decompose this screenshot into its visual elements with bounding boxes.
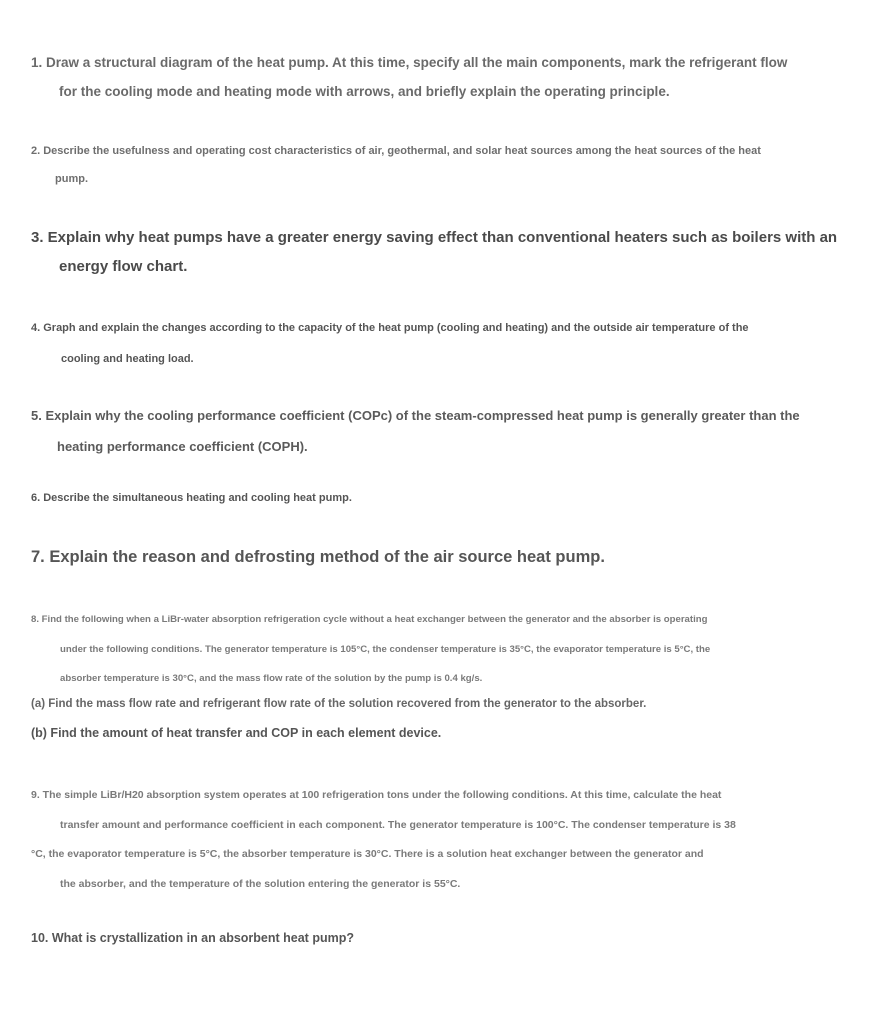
question-9-line-3: °C, the evaporator temperature is 5°C, the absorber temperature is 30°C. There is a solution heat exchanger between the generator and [31,848,704,860]
question-7 [31,545,830,569]
question-5-line-1: 5. Explain why the cooling performance coefficient (COPc) of the steam-compressed heat pump is generally greater than the [31,408,800,423]
question-8 [31,605,830,694]
question-8-line-2: under the following conditions. The generator temperature is 105°C, the condenser temperature is 35°C, the evaporator temperature is 5°C, the [60,643,711,655]
question-3 [31,223,838,281]
question-8-part-b-text: (b) Find the amount of heat transfer and COP in each element device. [31,726,442,740]
question-2 [31,137,830,193]
question-2-line-1: 2. Describe the usefulness and operating cost characteristics of air, geothermal, and solar heat sources among the heat sources of the heat [31,145,761,157]
question-10-line-1: 10. What is crystallization in an absorbent heat pump? [31,931,354,945]
question-8-line-1: 8. Find the following when a LiBr-water absorption refrigeration cycle without a heat exchanger between the generator and the absorber is operating [31,614,708,625]
question-1-line-1: 1. Draw a structural diagram of the heat pump. At this time, specify all the main components, mark the refrigerant flow [31,55,788,70]
question-8-part-a-text: (a) Find the mass flow rate and refrigerant flow rate of the solution recovered from the generator to the absorber. [31,698,647,710]
question-6-line-1: 6. Describe the simultaneous heating and cooling heat pump. [31,492,352,504]
question-4-line-1: 4. Graph and explain the changes according to the capacity of the heat pump (cooling and heating) and the outside air temperature of the [31,322,749,334]
question-10 [31,929,830,947]
question-1 [31,48,830,106]
question-3-line-1: 3. Explain why heat pumps have a greater energy saving effect than conventional heaters such as boilers with an [31,229,838,246]
question-4-line-2: cooling and heating load. [61,353,194,365]
question-9-line-4: the absorber, and the temperature of the solution entering the generator is 55°C. [60,877,461,890]
question-9-line-2: transfer amount and performance coefficient in each component. The generator temperature is 100°C. The condenser temperature is 38 [60,818,736,831]
question-2-line-2: pump. [55,173,88,185]
question-4 [31,313,830,375]
question-9-line-1: 9. The simple LiBr/H20 absorption system operates at 100 refrigeration tons under the following conditions. At this time, calculate the heat [31,789,722,801]
question-7-line-1: 7. Explain the reason and defrosting method of the air source heat pump. [31,548,605,566]
question-8-part-b [31,724,830,742]
question-5 [31,400,830,462]
question-5-line-2: heating performance coefficient (COPH). [57,439,308,454]
question-6 [31,489,830,507]
question-1-line-2: for the cooling mode and heating mode with arrows, and briefly explain the operating principle. [59,84,670,99]
question-8-line-3: absorber temperature is 30°C, and the mass flow rate of the solution by the pump is 0.4 kg/s. [60,673,483,684]
question-8-part-a [31,695,830,713]
question-9 [31,781,830,899]
question-3-line-2: energy flow chart. [59,258,188,275]
